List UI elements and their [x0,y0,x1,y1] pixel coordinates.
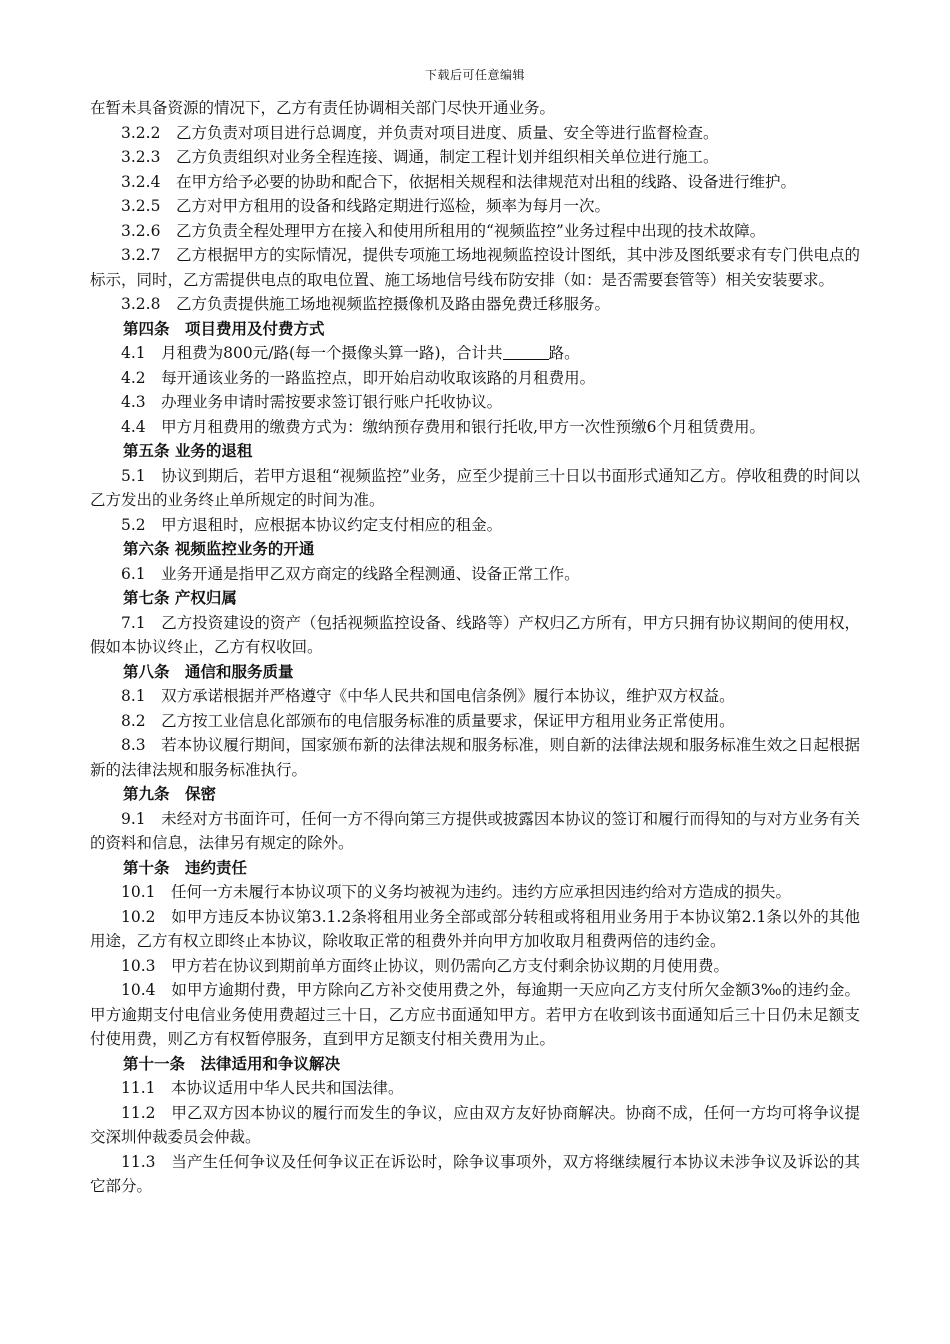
clause-paragraph [90,390,860,415]
clause-paragraph [90,611,860,660]
paragraph-text: 3.2.7 乙方根据甲方的实际情况，提供专项施工场地视频监控设计图纸，其中涉及图纸要求有专门供电点的标示，同时，乙方需提供电点的取电位置、施工场地信号线布防安排（如：是否需要套管等）相关安装要求。 [90,246,860,289]
paragraph-text: 第十一条 法律适用和争议解决 [123,1054,341,1073]
clause-paragraph [90,415,860,440]
paragraph-text: 5.1 协议到期后，若甲方退租“视频监控”业务，应至少提前三十日以书面形式通知乙方。停收租费的时间以乙方发出的业务终止单所规定的时间为准。 [90,466,860,509]
paragraph-text: 9.1 未经对方书面许可，任何一方不得向第三方提供或披露因本协议的签订和履行而得知的与对方业务有关的资料和信息，法律另有规定的除外。 [90,809,860,852]
clause-paragraph [90,562,860,587]
clause-paragraph [90,121,860,146]
section-heading [90,660,860,685]
clause-paragraph [90,341,860,366]
paragraph-tail: 路。 [548,344,580,362]
paragraph-text: 10.3 甲方若在协议到期前单方面终止协议，则仍需向乙方支付剩余协议期的月使用费。 [121,956,730,975]
paragraph-text: 10.2 如甲方违反本协议第3.1.2条将租用业务全部或部分转租或将租用业务用于本协议第2.1条以外的其他用途，乙方有权立即终止本协议，除收取正常的租费外并向甲方加收取月租费两倍的违约金。 [90,907,860,950]
clause-paragraph [90,170,860,195]
clause-paragraph [90,733,860,782]
clause-paragraph [90,145,860,170]
paragraph-text: 第八条 通信和服务质量 [123,662,294,681]
clause-paragraph [90,1076,860,1101]
clause-paragraph [90,219,860,244]
paragraph-text: 4.4 甲方月租费用的缴费方式为：缴纳预存费用和银行托收,甲方一次性预缴6个月租赁费用。 [121,417,765,436]
clause-paragraph [90,1150,860,1199]
clause-paragraph [90,292,860,317]
paragraph-text: 11.1 本协议适用中华人民共和国法律。 [121,1079,404,1097]
paragraph-text: 第五条 业务的退租 [123,442,253,460]
paragraph-text: 4.3 办理业务申请时需按要求签订银行账户托收协议。 [121,393,503,411]
clause-paragraph [90,194,860,219]
section-heading [90,856,860,881]
clause-paragraph [90,243,860,292]
paragraph-text: 8.2 乙方按工业信息化部颁布的电信服务标准的质量要求，保证甲方租用业务正常使用。 [121,711,735,730]
clause-paragraph [90,709,860,734]
section-heading [90,782,860,807]
clause-paragraph [90,978,860,1052]
section-heading [90,439,860,464]
clause-paragraph [90,96,860,121]
clause-paragraph [90,366,860,391]
fill-in-blank[interactable] [503,344,549,360]
paragraph-text: 10.4 如甲方逾期付费，甲方除向乙方补交使用费之外，每逾期一天应向乙方支付所欠金额3‰的违约金。甲方逾期支付电信业务使用费超过三十日，乙方应书面通知甲方。若甲方在收到该书面通知后三十日仍未足额支付使用费，则乙方有权暂停服务，直到甲方足额支付相关费用为止。 [90,981,860,1048]
document-body [90,96,860,1199]
page-header: 下载后可任意编辑 [424,68,525,82]
paragraph-text: 3.2.5 乙方对甲方租用的设备和线路定期进行巡检，频率为每月一次。 [121,197,610,215]
clause-paragraph [90,513,860,538]
clause-paragraph [90,880,860,905]
paragraph-text: 11.3 当产生任何争议及任何争议正在诉讼时，除争议事项外，双方将继续履行本协议未涉争议及诉讼的其它部分。 [90,1152,860,1195]
paragraph-text: 3.2.2 乙方负责对项目进行总调度，并负责对项目进度、质量、安全等进行监督检查。 [121,123,719,142]
clause-paragraph [90,684,860,709]
paragraph-text: 10.1 任何一方未履行本协议项下的义务均被视为违约。违约方应承担因违约给对方造成的损失。 [121,883,792,901]
paragraph-text: 在暂未具备资源的情况下，乙方有责任协调相关部门尽快开通业务。 [90,99,556,117]
paragraph-text: 3.2.3 乙方负责组织对业务全程连接、调通，制定工程计划并组织相关单位进行施工。 [121,148,719,166]
paragraph-text: 第七条 产权归属 [123,589,237,607]
paragraph-text: 第九条 保密 [123,785,217,803]
paragraph-text: 4.1 月租费为800元/路(每一个摄像头算一路)，合计共 [121,344,503,362]
clause-paragraph [90,905,860,954]
paragraph-text: 3.2.6 乙方负责全程处理甲方在接入和使用所租用的“视频监控”业务过程中出现的技术故障。 [121,221,766,240]
paragraph-text: 8.3 若本协议履行期间，国家颁布新的法律法规和服务标准，则自新的法律法规和服务标准生效之日起根据新的法律法规和服务标准执行。 [90,736,860,779]
section-heading [90,537,860,562]
paragraph-text: 4.2 每开通该业务的一路监控点，即开始启动收取该路的月租费用。 [121,368,596,387]
paragraph-text: 5.2 甲方退租时，应根据本协议约定支付相应的租金。 [121,515,503,534]
clause-paragraph [90,464,860,513]
clause-paragraph [90,954,860,979]
paragraph-text: 6.1 业务开通是指甲乙双方商定的线路全程测通、设备正常工作。 [121,564,580,583]
section-heading [90,317,860,342]
clause-paragraph [90,1101,860,1150]
clause-paragraph [90,807,860,856]
paragraph-text: 第六条 视频监控业务的开通 [123,540,315,558]
paragraph-text: 7.1 乙方投资建设的资产（包括视频监控设备、线路等）产权归乙方所有，甲方只拥有协议期间的使用权，假如本协议终止，乙方有权收回。 [90,613,860,656]
paragraph-text: 8.1 双方承诺根据并严格遵守《中华人民共和国电信条例》履行本协议，维护双方权益。 [121,687,735,705]
paragraph-text: 11.2 甲乙双方因本协议的履行而发生的争议，应由双方友好协商解决。协商不成，任何一方均可将争议提交深圳仲裁委员会仲裁。 [90,1103,860,1146]
paragraph-text: 3.2.8 乙方负责提供施工场地视频监控摄像机及路由器免费迁移服务。 [121,295,610,313]
paragraph-text: 3.2.4 在甲方给予必要的协助和配合下，依据相关规程和法律规范对出租的线路、设备进行维护。 [121,172,796,191]
paragraph-text: 第十条 违约责任 [123,858,248,877]
paragraph-text: 第四条 项目费用及付费方式 [123,319,325,338]
section-heading [90,586,860,611]
section-heading [90,1052,860,1077]
